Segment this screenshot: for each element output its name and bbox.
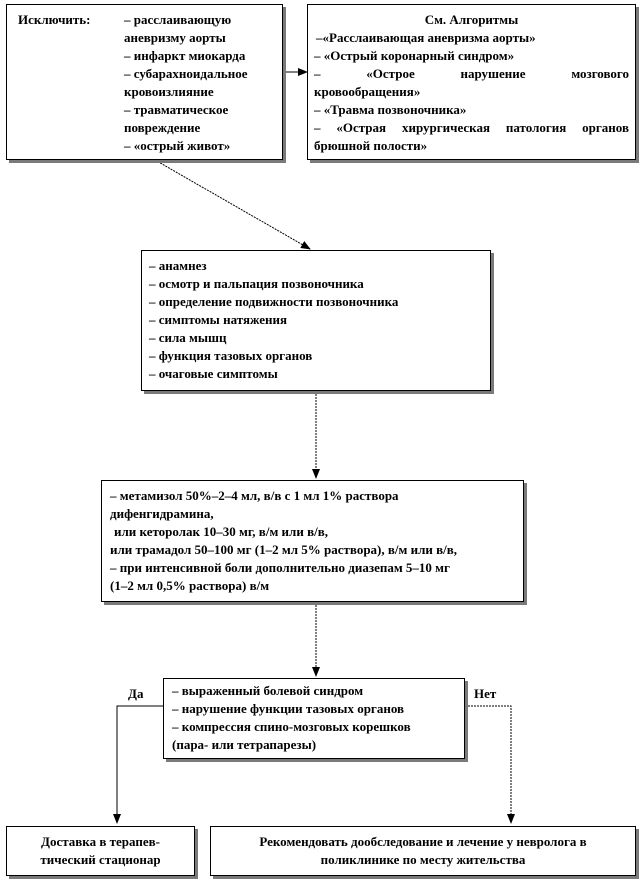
algorithm-link: – «Острый коронарный синдром» [314, 48, 515, 63]
exclude-item: – «острый живот» [124, 138, 231, 153]
treatment-line: – метамизол 50%–2–4 мл, в/в с 1 мл 1% раствора [110, 488, 399, 503]
algorithms-title: См. Алгоритмы [424, 12, 519, 27]
algorithms-box [307, 4, 636, 160]
branch-yes-label: Да [128, 686, 144, 701]
treatment-line: или кеторолак 10–30 мг, в/м или в/в, [114, 524, 328, 539]
exam-item: – осмотр и пальпация позвоночника [149, 276, 364, 291]
exam-item: – анамнез [149, 258, 207, 273]
exclude-item: кровоизлияние [124, 84, 214, 99]
outcome-neurologist-box [210, 826, 636, 876]
exclude-item: – расслаивающую [124, 12, 232, 27]
algorithm-link: брюшной полости» [314, 138, 428, 153]
exam-item: – сила мышц [149, 330, 227, 345]
exclude-item: повреждение [124, 120, 201, 135]
algorithm-link: кровообращения» [314, 84, 421, 99]
arrow-yes-branch [117, 706, 163, 823]
decision-criterion: – компрессия спино-мозговых корешков [172, 719, 411, 734]
exclude-item: – инфаркт миокарда [124, 48, 246, 63]
exclude-box [6, 4, 283, 160]
algorithm-link: – «Острая хирургическая патология органов [314, 120, 629, 135]
exclude-item: – субарахноидальное [124, 66, 248, 81]
exam-item: – симптомы натяжения [149, 312, 288, 327]
exam-item: – определение подвижности позвоночника [149, 294, 399, 309]
decision-box [163, 678, 465, 759]
outcome-neurologist-line: Рекомендовать дообследование и лечение у невролога в [259, 834, 587, 849]
outcome-hospital-line: тический стационар [40, 852, 161, 867]
arrow-no-branch [465, 706, 511, 823]
branch-no-label: Нет [474, 686, 497, 701]
decision-criterion: – нарушение функции тазовых органов [172, 701, 405, 716]
examination-box [141, 250, 491, 391]
algorithm-link: – «Травма позвоночника» [314, 102, 467, 117]
treatment-line: (1–2 мл 0,5% раствора) в/м [110, 578, 270, 593]
exclude-item: – травматическое [124, 102, 229, 117]
treatment-line: дифенгидрамина, [110, 506, 214, 521]
outcome-hospital-box [6, 826, 195, 876]
exclude-item: аневризму аорты [124, 30, 226, 45]
decision-criterion: (пара- или тетрапарезы) [172, 737, 317, 752]
decision-criterion: – выраженный болевой синдром [172, 683, 364, 698]
algorithm-link: –«Расслаивающая аневризма аорты» [316, 30, 536, 45]
arrow-exclude-to-exam [155, 160, 310, 249]
exclude-heading: Исключить: [18, 12, 91, 27]
outcome-neurologist-line: поликлинике по месту жительства [320, 852, 526, 867]
algorithm-link: – «Острое нарушение мозгового [314, 66, 629, 81]
treatment-line: – при интенсивной боли дополнительно диазепам 5–10 мг [110, 560, 450, 575]
treatment-box [101, 480, 524, 602]
exam-item: – функция тазовых органов [149, 348, 313, 363]
outcome-hospital-line: Доставка в терапев- [41, 834, 160, 849]
exam-item: – очаговые симптомы [149, 366, 278, 381]
exclude-list [124, 11, 280, 155]
treatment-line: или трамадол 50–100 мг (1–2 мл 5% раствора), в/м или в/в, [110, 542, 458, 557]
